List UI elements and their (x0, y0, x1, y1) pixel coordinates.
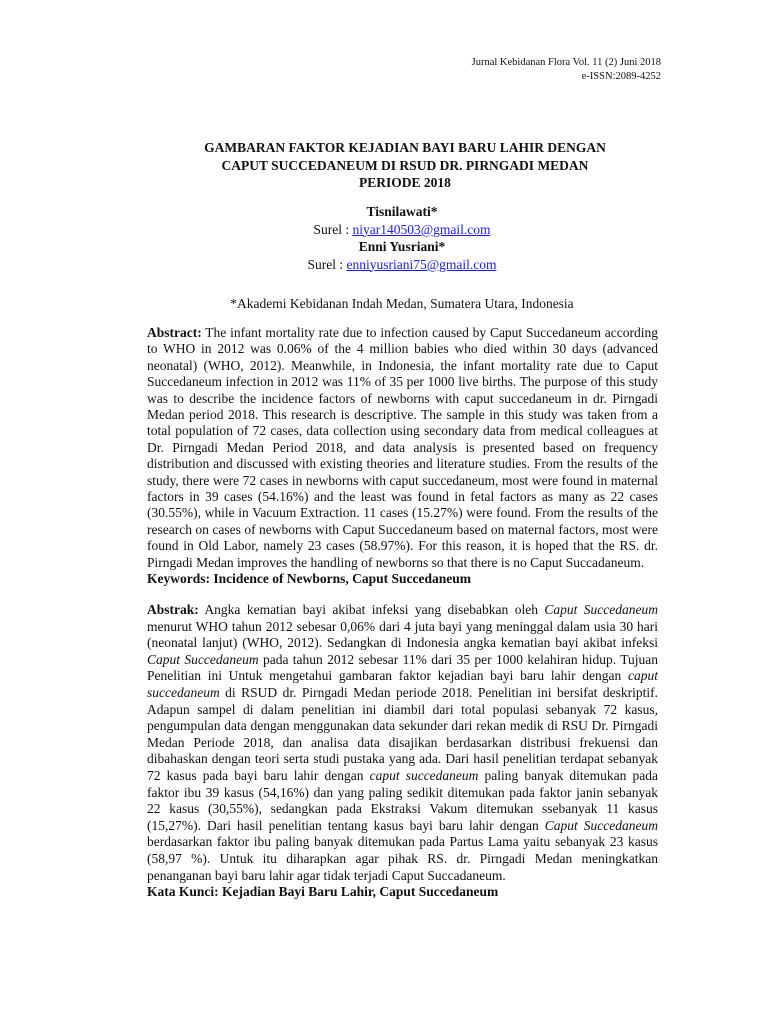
abstrak-text: menurut WHO tahun 2012 sebesar 0,06% dari 4 juta bayi yang meninggal dalam usia 30 hari (neonatal lanjut) (WHO, 2012). Sedangkan di Indonesia angka kematian bayi akibat infeksi (147, 618, 658, 651)
abstrak-italic-term: caput succedaneum (147, 668, 658, 700)
abstrak-italic-term: Caput Succedaneum (544, 602, 658, 617)
author-email-line (0, 221, 768, 239)
abstrak-text: Angka kematian bayi akibat infeksi yang disebabkan oleh (198, 602, 545, 617)
abstract-label: Abstract: (147, 325, 202, 340)
title-line-1: GAMBARAN FAKTOR KEJADIAN BAYI BARU LAHIR DENGAN (204, 140, 606, 155)
author-email-link[interactable]: niyar140503@gmail.com (352, 221, 491, 237)
affiliation: *Akademi Kebidanan Indah Medan, Sumatera Utara, Indonesia (230, 296, 574, 311)
email-label: Surel : (313, 221, 353, 237)
abstract-indonesian (147, 602, 658, 901)
paper-title (0, 139, 768, 192)
author-email-line (0, 256, 768, 274)
journal-header (472, 56, 661, 84)
journal-eissn: e-ISSN:2089-4252 (581, 71, 661, 82)
abstrak-italic-term: Caput Succedaneum (544, 817, 658, 833)
abstrak-text: berdasarkan faktor ibu paling banyak ditemukan pada Partus Lama yaitu sebanyak 23 kasus (58,97 %). Untuk itu diharapkan agar pihak RS. dr. Pirngadi Medan meningkatkan penanganan bayi baru lahir agar tidak terjadi Caput Succadaneum. (147, 834, 658, 883)
abstrak-label: Abstrak: (147, 602, 199, 617)
email-label: Surel : (307, 256, 347, 272)
abstract-english (147, 325, 658, 588)
abstract-paragraph (147, 325, 658, 571)
abstrak-text: pada tahun 2012 sebesar 11% dari 35 per 1000 kelahiran hidup. Tujuan Penelitian ini Untuk mengetahui gambaran faktor kejadian bayi baru lahir dengan (147, 651, 658, 684)
title-line-2: CAPUT SUCCEDANEUM DI RSUD DR. PIRNGADI MEDAN (221, 157, 589, 173)
abstract-text: The infant mortality rate due to infection caused by Caput Succedaneum according to WHO in 2012 was 0.06% of the 4 million babies who died within 30 days (advanced neonatal) (WHO, 2012). Meanwhile, in Indonesia, the infant mortality rate due to Caput Succedaneum infection in 2012 was 11% of 35 per 1000 live births. The purpose of this study was to describe the incidence factors of newborns with caput succedaneum in dr. Pirngadi Medan period 2018. This research is descriptive. The sample in this study was taken from a total population of 72 cases, data collection using secondary data from medical colleagues at Dr. Pirngadi Medan Period 2018, and data analysis is presented based on frequency distribution and discussed with existing theories and literature studies. From the results of the study, there were 72 cases in newborns with caput succedaneum, most were found in maternal factors in 39 cases (54.16%) and the least was found in fetal factors as many as 22 cases (30.55%), while in Vacuum Extraction. 11 cases (15.27%) were found. From the results of the research on cases of newborns with Caput Succedaneum based on maternal factors, most were found in Old Labor, namely 23 cases (58.97%). For this reason, it is hoped that the RS. dr. Pirngadi Medan improves the handling of newborns so that there is no Caput Succadaneum. (147, 325, 658, 570)
abstrak-italic-term: Caput Succedaneum (147, 651, 259, 667)
title-line-3: PERIODE 2018 (359, 175, 451, 190)
author-list (0, 203, 768, 273)
abstrak-paragraph (147, 602, 658, 884)
abstrak-italic-term: caput succedaneum (369, 767, 479, 783)
kata-kunci: Kata Kunci: Kejadian Bayi Baru Lahir, Caput Succedaneum (147, 884, 499, 900)
journal-name: Jurnal Kebidanan Flora Vol. 11 (2) Juni 2018 (471, 57, 661, 68)
author-email-link[interactable]: enniyusriani75@gmail.com (346, 256, 497, 272)
author-name: Enni Yusriani* (358, 239, 446, 254)
abstrak-text: di RSUD dr. Pirngadi Medan periode 2018. Penelitian ini bersifat deskriptif. Adapun sampel di dalam penelitian ini diambil dari total populasi sebanyak 72 kasus, pengumpulan data dengan menggunakan data sekunder dari rekan medik di RSU Dr. Pirngadi Medan Periode 2018, dan analisa data disajikan berdasarkan distribusi frekuensi dan dibahaskan dengan teori serta studi pustaka yang ada. Dari hasil penelitian terdapat sebanyak 72 kasus pada bayi baru lahir dengan (147, 684, 658, 783)
abstrak-text: paling banyak ditemukan pada faktor ibu 39 kasus (54,16%) dan yang paling sedikit ditemukan pada faktor janin sebanyak 22 kasus (30,55%), sedangkan pada Ekstraksi Vakum ditemukan ssebanyak 11 kasus (15,27%). Dari hasil penelitian tentang kasus bayi baru lahir dengan (147, 767, 658, 833)
keywords: Keywords: Incidence of Newborns, Caput Succedaneum (147, 571, 471, 587)
author-name: Tisnilawati* (366, 204, 438, 219)
